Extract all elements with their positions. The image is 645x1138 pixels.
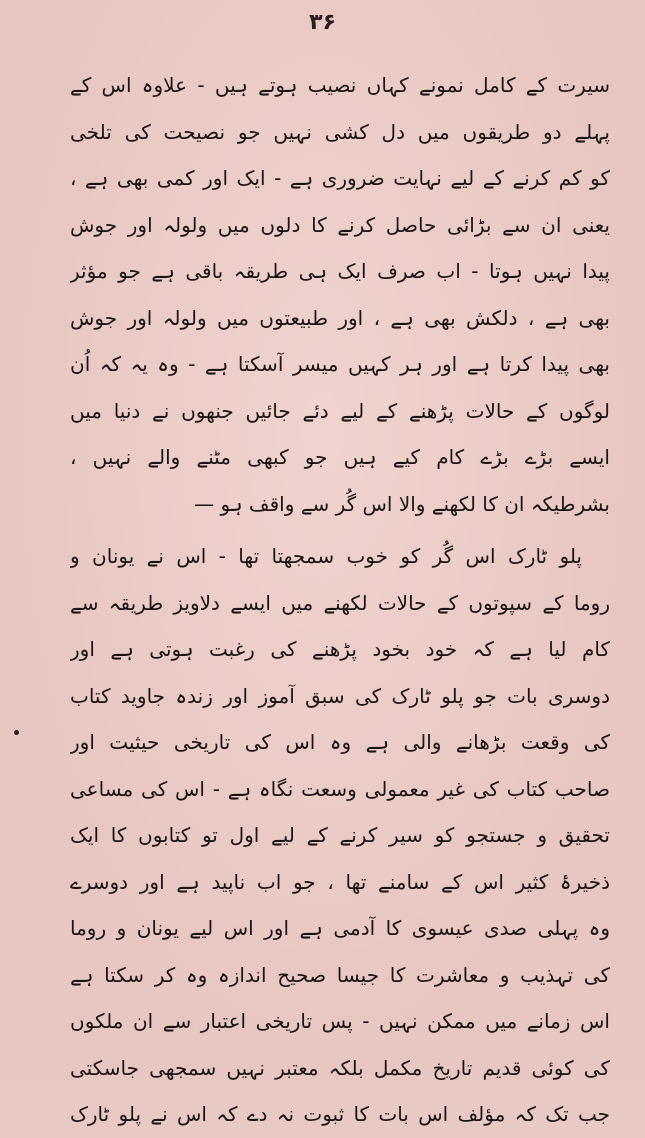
text-line: ایسے بڑے بڑے کام کیے ہیں جو کبھی مٹنے والے نہیں ، — [70, 445, 610, 469]
paragraph-2 — [70, 533, 610, 1138]
text-line: وہ پہلی صدی عیسوی کا آدمی ہے اور اس لیے یونان و روما — [70, 916, 610, 940]
text-line: اس زمانے میں ممکن نہیں - پس تاریخی اعتبار سے ان ملکوں — [70, 1009, 610, 1033]
text-line: پلو ٹارک اس گُر کو خوب سمجھتا تھا - اس نے یونان و — [70, 544, 582, 568]
text-line: بھی پیدا کرتا ہے اور ہر کہیں میسر آسکتا ہے - وہ یہ کہ اُن — [70, 352, 610, 376]
text-line: دوسری بات جو پلو ٹارک کی سبق آموز اور زندہ جاوید کتاب — [70, 683, 610, 708]
body-text — [70, 62, 610, 1138]
text-line: کی تہذیب و معاشرت کا جیسا صحیح اندازہ وہ کر سکتا ہے — [70, 962, 610, 987]
text-line: بھی ہے ، دلکش بھی ہے ، اور طبیعتوں میں ولولہ اور جوش — [70, 305, 610, 330]
text-line: کو کم کرنے کے لیے نہایت ضروری ہے - ایک اور کمی بھی ہے ، — [70, 166, 610, 190]
text-line: روما کے سپوتوں کے حالات لکھنے میں ایسے دلاویز طریقہ سے — [70, 590, 610, 615]
text-line: بشرطیکہ ان کا لکھنے والا اس گُر سے واقف ہو — — [194, 491, 610, 516]
text-line: صاحب کتاب کی غیر معمولی وسعت نگاہ ہے - اس کی مساعی — [70, 776, 610, 801]
text-line: تحقیق و جستجو کو سیر کرنے کے لیے اول تو کتابوں کا ایک — [70, 823, 610, 847]
text-line: کی کوئی قدیم تاریخ مکمل بلکہ معتبر نہیں سمجھی جاسکتی — [70, 1055, 610, 1080]
margin-ink-dot — [14, 730, 19, 735]
text-line: کام لیا ہے کہ خود بخود پڑھنے کی رغبت ہوتی ہے اور — [70, 637, 610, 661]
text-line: یعنی ان سے بڑائی حاصل کرنے کا دلوں میں ولولہ اور جوش — [70, 212, 610, 237]
text-line: کی وقعت بڑھانے والی ہے وہ اس کی تاریخی حیثیت اور — [70, 730, 610, 754]
page-number: ۳۶ — [309, 10, 336, 35]
text-line: پہلے دو طریقوں میں دل کشی نہیں جو نصیحت کی تلخی — [70, 119, 610, 144]
paragraph-1 — [70, 62, 610, 527]
text-line: لوگوں کے حالات پڑھنے کے لیے دئے جائیں جنھوں نے دنیا میں — [70, 398, 610, 423]
text-line: ذخیرۂ کثیر اس کے سامنے تھا ، جو اب ناپید ہے اور دوسرے — [70, 869, 610, 894]
text-line: پیدا نہیں ہوتا - اب صرف ایک ہی طریقہ باقی ہے جو مؤثر — [70, 259, 610, 283]
text-line: سیرت کے کامل نمونے کہاں نصیب ہوتے ہیں - علاوہ اس کے — [70, 73, 610, 97]
text-line: جب تک کہ مؤلف اس بات کا ثبوت نہ دے کہ اس نے پلو ٹارک — [70, 1102, 610, 1126]
